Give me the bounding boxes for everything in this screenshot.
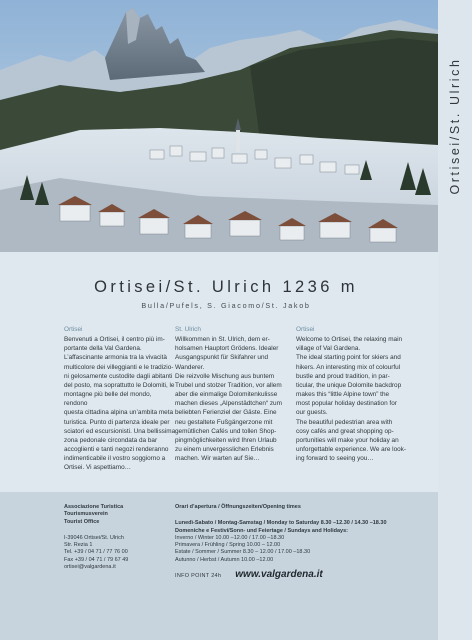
text-line: beliebten Ferienziel der Gäste. Eine: [175, 409, 277, 417]
hours-line: Autunno / Herbst / Autumn 10.00 –12.00: [175, 556, 274, 563]
website-link[interactable]: www.valgardena.it: [235, 569, 323, 581]
hours-line: Domeniche e Festivi/Sonn- und Feiertage / Sundays and Holidays:: [175, 527, 348, 534]
text-line: Welcome to Ortisei, the relaxing main: [296, 336, 403, 344]
hours-line: Primavera / Frühling / Spring 10.00 – 12.00: [175, 542, 281, 549]
page-subtitle: Bulla/Pufels, S. Giacomo/St. Jakob: [141, 301, 311, 310]
text-line: our guests.: [296, 409, 328, 417]
opening-hours-block: [175, 504, 433, 580]
text-line: unforgettable experience. We are look-: [296, 446, 407, 454]
text-line: Benvenuti a Ortisei, il centro più im-: [64, 336, 165, 344]
text-line: cosy cafés and great shopping op-: [296, 427, 394, 435]
text-line: ticular, the unique Dolomite backdrop: [296, 381, 402, 389]
text-line: neu gestaltete Fußgängerzone mit: [175, 418, 273, 426]
text-line: questa cittadina alpina un’ambita meta: [64, 409, 174, 417]
text-line: accoglienti e tanti negozi renderanno: [64, 446, 169, 454]
column-italian: [64, 325, 176, 473]
text-line: Ausgangspunkt für Skifahrer und: [175, 354, 269, 362]
title-block: [0, 278, 438, 310]
text-line: del posto, ma soprattutto le Dolomiti, le: [64, 381, 175, 389]
text-line: holsamen Hauptort Grödens. Idealer: [175, 345, 279, 353]
address-line: I-39046 Ortisei/St. Ulrich: [64, 534, 124, 541]
text-line: hikers. An interesting mix of colourful: [296, 363, 401, 371]
text-line: zona pedonale circondata da bar: [64, 436, 158, 444]
contact-block: [64, 504, 164, 571]
text-line: portante della Val Gardena.: [64, 345, 142, 353]
hours-line: Inverno / Winter 10.00 –12.00 / 17.00 –18.30: [175, 534, 285, 541]
text-line: The ideal starting point for skiers and: [296, 354, 401, 362]
text-line: Trubel und stolzer Tradition, vor allem: [175, 381, 282, 389]
fax-line: Fax +39 / 04 71 / 79 67 49: [64, 556, 129, 563]
org-name: Tourist Office: [64, 518, 100, 525]
text-line: machen. Wir warten auf Sie…: [175, 455, 260, 463]
column-english: [296, 325, 408, 463]
text-line: montagne più belle del mondo, rendono: [64, 391, 152, 408]
text-line: makes this “little Alpine town” the: [296, 391, 390, 399]
text-line: sciatori ed escursionisti. Una bellissima: [64, 427, 176, 435]
text-line: village of Val Gardena.: [296, 345, 361, 353]
info-point-label: INFO POINT 24h: [175, 573, 222, 580]
text-line: most popular holiday destination for: [296, 400, 397, 408]
text-line: turistica. Punto di partenza ideale per: [64, 418, 170, 426]
text-line: portunities will make your holiday an: [296, 436, 399, 444]
info-row: [175, 571, 433, 580]
email-link[interactable]: ortisei@valgardena.it: [64, 564, 116, 571]
address-line: Str. Rezia 1: [64, 542, 93, 549]
column-heading: Ortisei: [296, 326, 315, 333]
text-line: bustle and proud tradition, in par-: [296, 372, 390, 380]
text-line: aber die einmalige Dolomitenkulisse: [175, 391, 278, 399]
org-name: Associazione Turistica: [64, 504, 124, 510]
text-line: pingmöglichkeiten wird Ihren Urlaub: [175, 436, 277, 444]
text-line: ni gelosamente custodite dagli abitanti: [64, 372, 173, 380]
footer-panel: [0, 492, 438, 640]
hours-line: Lunedì-Sabato / Montag-Samstag / Monday to Saturday 8.30 –12.30 / 14.30 –18.30: [175, 520, 387, 527]
ortisei-winter-photo: [0, 0, 438, 252]
text-line: zu einem unvergesslichen Erlebnis: [175, 446, 274, 454]
text-line: indimenticabile il vostro soggiorno a: [64, 455, 166, 463]
text-line: gemütlichen Cafés und tollen Shop-: [175, 427, 277, 435]
column-heading: Ortisei: [64, 326, 83, 333]
text-line: Ortisei. Vi aspettiamo…: [64, 464, 132, 472]
column-heading: St. Ulrich: [175, 326, 201, 333]
text-line: machen dieses „Alpenstädtchen“ zum: [175, 400, 282, 408]
text-line: The beautiful pedestrian area with: [296, 418, 393, 426]
phone-line: Tel. +39 / 04 71 / 77 76 00: [64, 549, 128, 556]
text-line: ing forward to seeing you…: [296, 455, 374, 463]
hours-title: Orari d’apertura / Öffnungszeiten/Opening times: [175, 504, 301, 510]
text-line: L’affascinante armonia tra la vivacità: [64, 354, 167, 362]
page-title: Ortisei/St. Ulrich 1236 m: [94, 278, 358, 296]
text-line: multicolore dei villeggianti e le tradizio-: [64, 363, 174, 371]
spine-band: [438, 0, 472, 640]
hours-line: Estate / Sommer / Summer 8.30 – 12.00 / 17.00 –18.30: [175, 549, 311, 556]
text-line: Die reizvolle Mischung aus buntem: [175, 372, 275, 380]
text-line: Wanderer.: [175, 363, 205, 371]
column-german: [175, 325, 287, 463]
spine-title: Ortisei/St. Ulrich: [448, 57, 462, 195]
text-line: Willkommen in St. Ulrich, dem er-: [175, 336, 270, 344]
org-name: Tourismusverein: [64, 511, 108, 518]
